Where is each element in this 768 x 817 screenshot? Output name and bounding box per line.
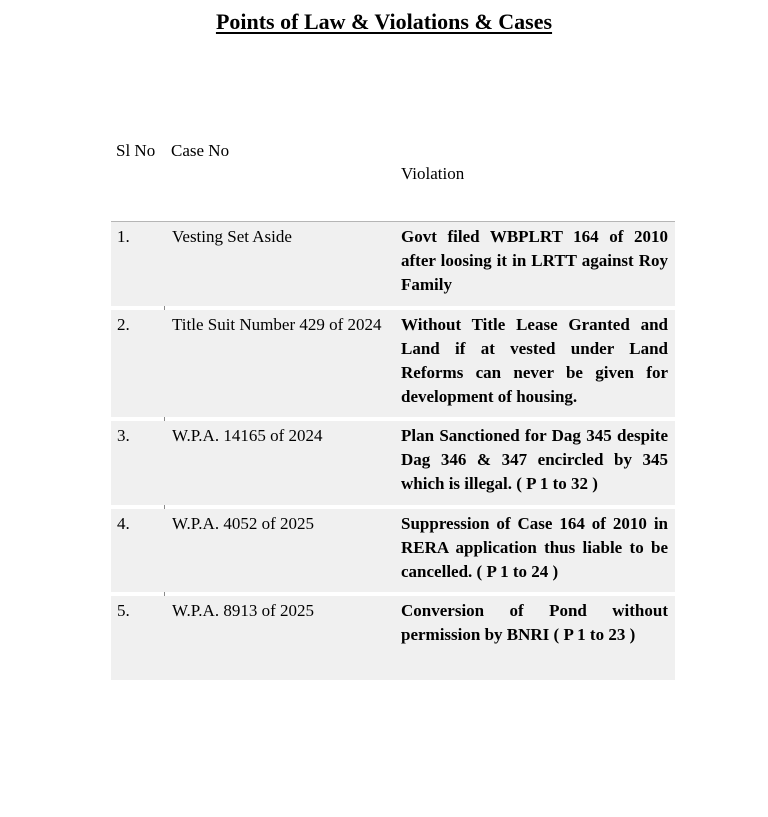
row-violation: Plan Sanctioned for Dag 345 despite Dag 346 & 347 encircled by 345 which is illegal. ( P 1 to 32 )	[401, 426, 668, 493]
row-sl-no: 3.	[117, 426, 130, 445]
row-sl-no: 1.	[117, 227, 130, 246]
row-case-no: Vesting Set Aside	[172, 227, 292, 246]
cases-table	[111, 221, 675, 680]
header-case-no: Case No	[171, 141, 230, 160]
table-row	[111, 596, 675, 680]
row-case-no: W.P.A. 14165 of 2024	[172, 426, 323, 445]
row-case-no: W.P.A. 8913 of 2025	[172, 601, 314, 620]
row-violation: Govt filed WBPLRT 164 of 2010 after loosing it in LRTT against Roy Family	[401, 227, 668, 294]
row-case-no: Title Suit Number 429 of 2024	[172, 315, 382, 334]
row-case-no: W.P.A. 4052 of 2025	[172, 514, 314, 533]
row-sl-no: 5.	[117, 601, 130, 620]
table-row	[111, 421, 675, 505]
table-row	[111, 310, 675, 417]
page-title: Points of Law & Violations & Cases	[215, 9, 553, 34]
table-row	[111, 222, 675, 306]
header-sl-no: Sl No	[116, 141, 156, 160]
row-violation: Suppression of Case 164 of 2010 in RERA application thus liable to be cancelled. ( P 1 to 24 )	[401, 514, 668, 581]
row-sl-no: 2.	[117, 315, 130, 334]
table-row	[111, 509, 675, 592]
row-sl-no: 4.	[117, 514, 130, 533]
row-violation: Without Title Lease Granted and Land if at vested under Land Reforms can never be given for development of housing.	[401, 315, 668, 406]
header-violation: Violation	[401, 164, 465, 183]
row-violation: Conversion of Pond without permission by BNRI ( P 1 to 23 )	[401, 601, 668, 644]
